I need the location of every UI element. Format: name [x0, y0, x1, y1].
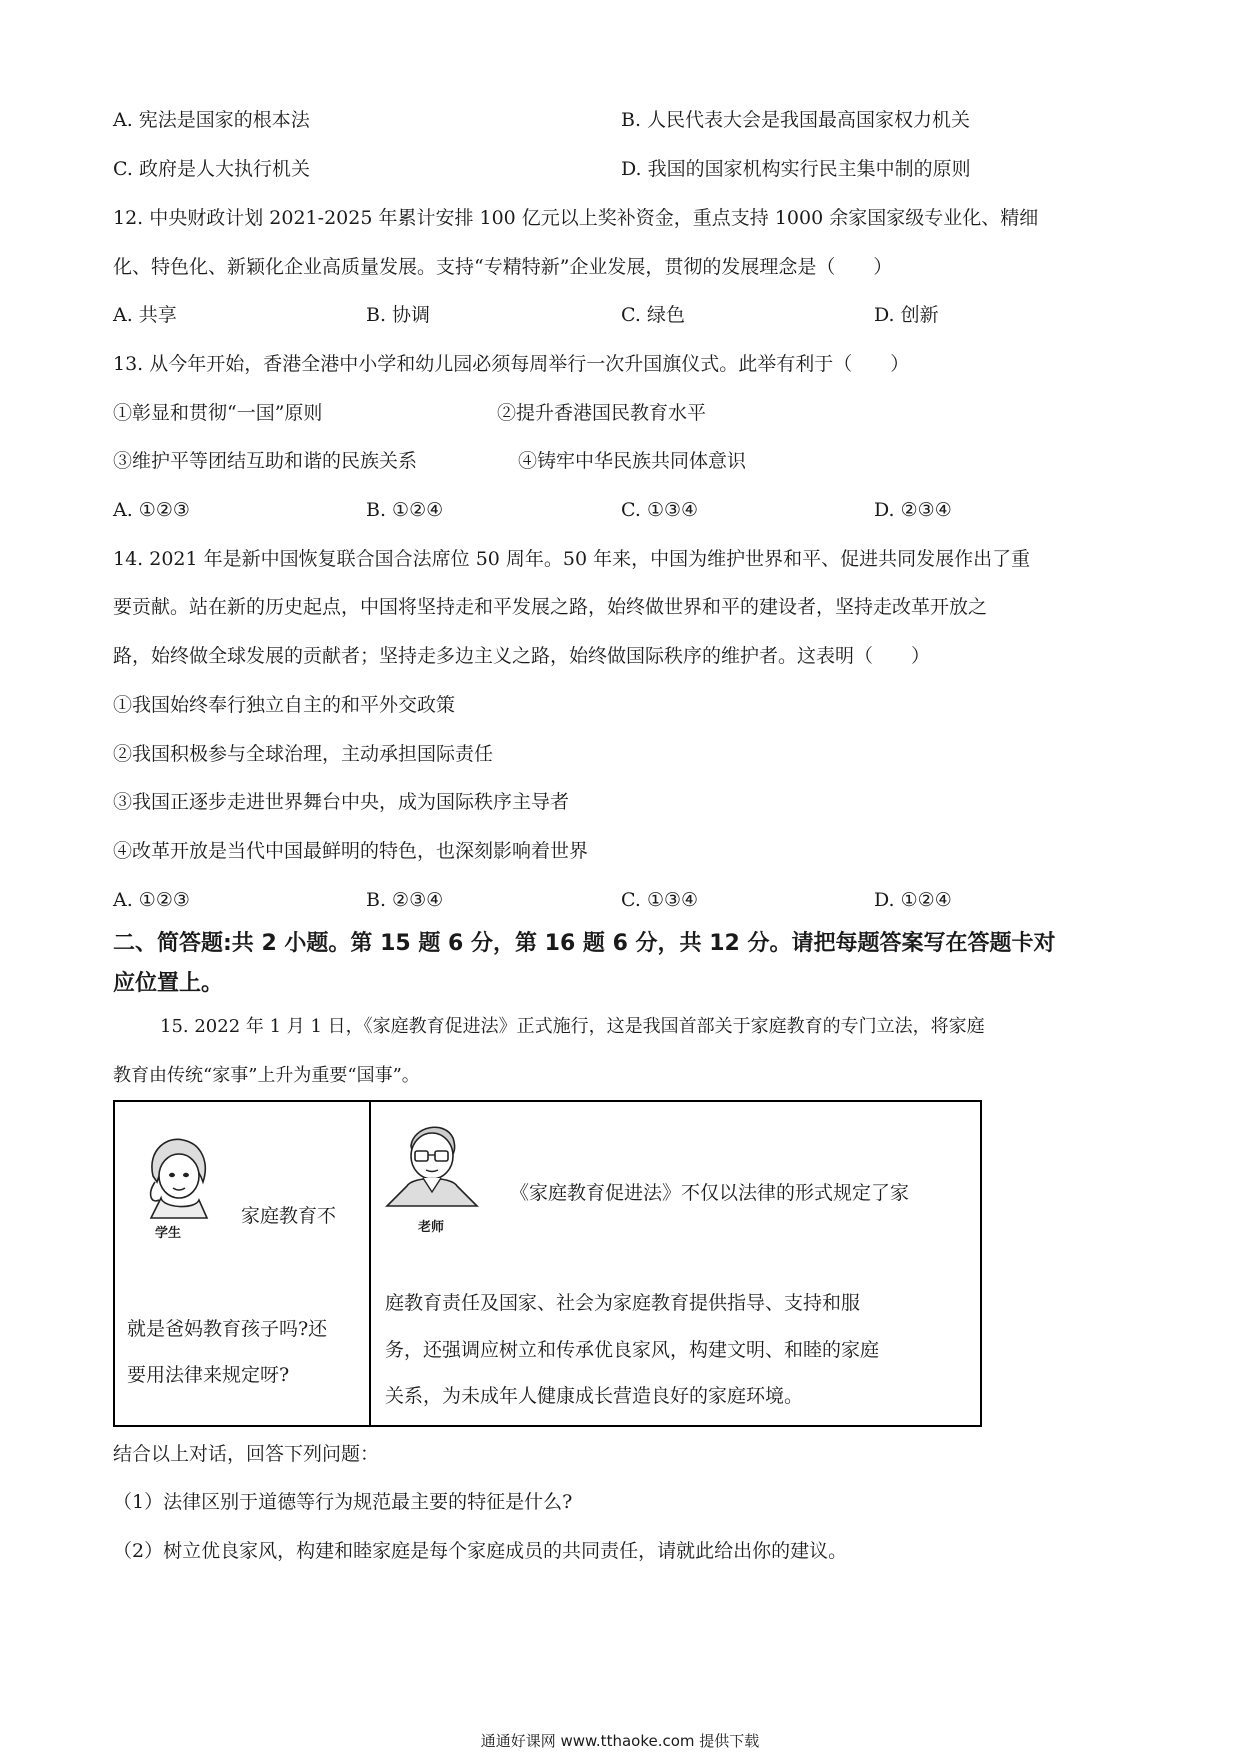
q13-option-a: A. ①②③: [113, 499, 190, 521]
q15-prompt: 结合以上对话，回答下列问题：: [113, 1443, 380, 1465]
q14-option-b: B. ②③④: [366, 889, 444, 911]
q12-stem-line-2: 化、特色化、新颖化企业高质量发展。支持“专精特新”企业发展，贯彻的发展理念是（ ）: [113, 256, 893, 278]
q14-item-1: ①我国始终奉行独立自主的和平外交政策: [113, 694, 456, 716]
q12-stem-line-1: 12. 中央财政计划 2021-2025 年累计安排 100 亿元以上奖补资金，重点支持 1000 余家国家级专业化、精细: [113, 207, 1039, 229]
q14-option-d: D. ①②④: [874, 889, 952, 911]
q14-option-c: C. ①③④: [621, 889, 699, 911]
teacher-speech-line-2: 庭教育责任及国家、社会为家庭教育提供指导、支持和服: [385, 1292, 861, 1314]
q13-item-4: ④铸牢中华民族共同体意识: [518, 450, 747, 472]
section-2-title-line-2: 应位置上。: [113, 971, 224, 996]
q13-option-b: B. ①②④: [366, 499, 444, 521]
q13-item-3: ③维护平等团结互助和谐的民族关系: [113, 450, 418, 472]
q11-option-b: B. 人民代表大会是我国最高国家权力机关: [621, 109, 971, 131]
teacher-speech-line-3: 务，还强调应树立和传承优良家风，构建文明、和睦的家庭: [385, 1339, 880, 1361]
q11-option-a: A. 宪法是国家的根本法: [113, 109, 310, 131]
student-speech-line-2: 就是爸妈教育孩子吗?还: [127, 1318, 328, 1340]
q13-item-2: ②提升香港国民教育水平: [497, 402, 707, 424]
q14-option-a: A. ①②③: [113, 889, 190, 911]
teacher-avatar-icon: [383, 1116, 483, 1208]
q12-option-b: B. 协调: [366, 304, 431, 326]
q14-item-4: ④改革开放是当代中国最鲜明的特色，也深刻影响着世界: [113, 840, 589, 862]
student-label: 学生: [155, 1226, 182, 1241]
q13-item-1: ①彰显和贯彻“一国”原则: [113, 402, 323, 424]
page-footer: 通通好课网 www.tthaoke.com 提供下载: [480, 1732, 760, 1750]
q14-item-3: ③我国正逐步走进世界舞台中央，成为国际秩序主导者: [113, 791, 570, 813]
student-speech-line-1: 家庭教育不: [241, 1205, 337, 1227]
q13-option-d: D. ②③④: [874, 499, 952, 521]
q14-stem-line-3: 路，始终做全球发展的贡献者；坚持走多边主义之路，始终做国际秩序的维护者。这表明（ ）: [113, 645, 931, 667]
dialogue-box: [113, 1100, 982, 1427]
q12-option-a: A. 共享: [113, 304, 177, 326]
q12-option-c: C. 绿色: [621, 304, 685, 326]
q15-intro-line-1: 15. 2022 年 1 月 1 日，《家庭教育促进法》正式施行，这是我国首部关于家庭教育的专门立法，将家庭: [160, 1016, 985, 1037]
q13-stem: 13. 从今年开始，香港全港中小学和幼儿园必须每周举行一次升国旗仪式。此举有利于（ ）: [113, 353, 910, 375]
q15-subquestion-2: （2）树立优良家风，构建和睦家庭是每个家庭成员的共同责任，请就此给出你的建议。: [113, 1540, 848, 1562]
q14-stem-line-2: 要贡献。站在新的历史起点，中国将坚持走和平发展之路，始终做世界和平的建设者，坚持走改革开放之: [113, 596, 988, 618]
teacher-label: 老师: [418, 1220, 445, 1235]
teacher-speech-line-1: 《家庭教育促进法》不仅以法律的形式规定了家: [510, 1182, 910, 1204]
q12-option-d: D. 创新: [874, 304, 939, 326]
teacher-speech-line-4: 关系，为未成年人健康成长营造良好的家庭环境。: [385, 1385, 804, 1407]
q13-option-c: C. ①③④: [621, 499, 699, 521]
q11-option-c: C. 政府是人大执行机关: [113, 158, 310, 180]
dialogue-divider: [369, 1102, 371, 1425]
q15-subquestion-1: （1）法律区别于道德等行为规范最主要的特征是什么?: [113, 1491, 573, 1513]
q14-stem-line-1: 14. 2021 年是新中国恢复联合国合法席位 50 周年。50 年来，中国为维护世界和平、促进共同发展作出了重: [113, 548, 1031, 570]
q14-item-2: ②我国积极参与全球治理，主动承担国际责任: [113, 743, 494, 765]
section-2-title-line-1: 二、简答题:共 2 小题。第 15 题 6 分，第 16 题 6 分，共 12 分。请把每题答案写在答题卡对: [113, 931, 1056, 956]
q11-option-d: D. 我国的国家机构实行民主集中制的原则: [621, 158, 971, 180]
student-speech-line-3: 要用法律来规定呀?: [127, 1364, 290, 1386]
q15-intro-line-2: 教育由传统“家事”上升为重要“国事”。: [113, 1065, 420, 1086]
student-avatar-icon: [133, 1130, 223, 1220]
